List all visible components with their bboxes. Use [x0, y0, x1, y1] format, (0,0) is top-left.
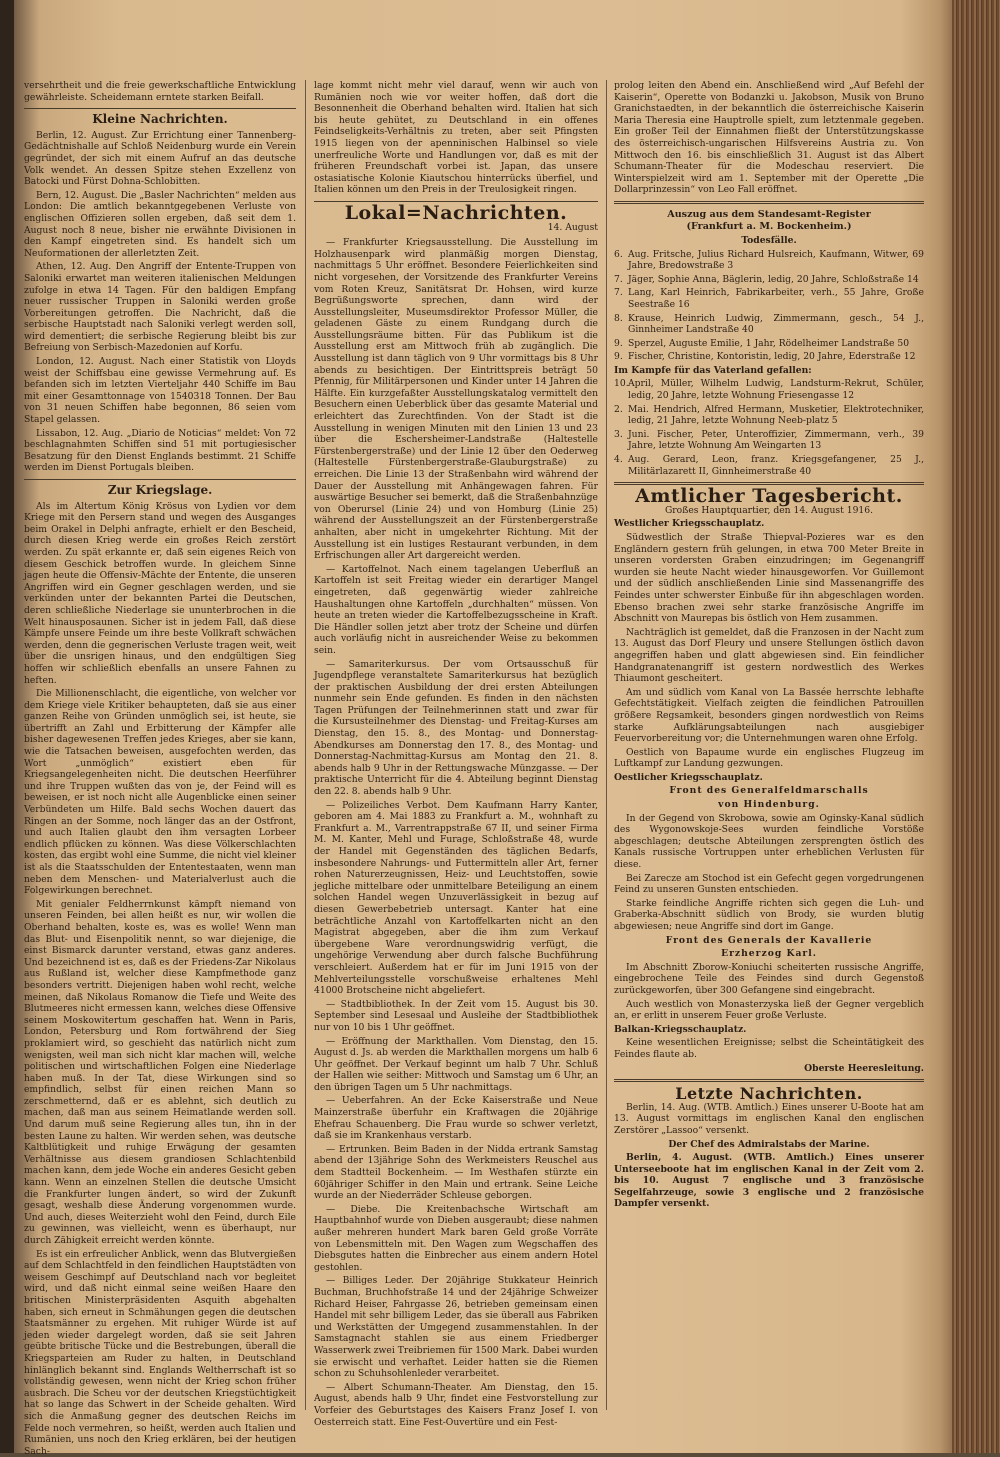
registry-entry: 3. Juni. Fischer, Peter, Unteroffizier, Zimmermann, verh., 39 Jahre, letzte Wohnung Am Weingarten 13: [614, 428, 924, 452]
column-rule: [305, 80, 306, 1410]
hindenburg-front-label: Front des Generalfeldmarschalls: [669, 785, 869, 797]
report-signature: Oberste Heeresleitung.: [804, 1062, 924, 1074]
karl-front-label-2: Erzherzog Karl.: [721, 948, 817, 960]
news-item: Lissabon, 12. Aug. „Diario de Noticias“ meldet: Von 72 beschlagnahmten Schiffen sind 51 mit portugiesischer Besatzung für den Dienst Englands bestimmt. 21 Schiffe werden im Dienst Portugals bleiben.: [24, 427, 296, 474]
registry-subtitle: (Frankfurt a. M. Bockenheim.): [686, 220, 852, 232]
news-item: Athen, 12. Aug. Den Angriff der Entente-Truppen von Saloniki erwartet man weiteren italienischen Meldungen zufolge in etwa 14 Tagen. Für den baldigen Empfang neuer russischer Truppen in Saloniki werden große Vorbereitungen getroffen. Die Nachricht, daß die serbische Hauptstadt nach Saloniki verlegt werden soll, wird dementiert; die serbische Regierung bleibt bis zur Befreiung von Serbisch-Mazedonien auf Korfu.: [24, 261, 296, 354]
local-news-item: — Albert Schumann-Theater. Am Dienstag, den 15. August, abends halb 9 Uhr, findet eine Festvorstellung zur Vorfeier des Geburtstages des Kaisers Franz Josef I. von Oesterreich statt. Eine Fest-Ouvertüre und ein Fest-: [314, 1381, 598, 1428]
article-paragraph: Als im Altertum König Krösus von Lydien vor dem Kriege mit den Persern stand und wegen des Ausganges beim Orakel in Delphi anfragte, erhielt er den Bescheid, durch diesen Krieg werde ein großes Reich zerstört werden. Zu spät erkannte er, daß sein eigenes Reich von diesem Geschick betroffen wurde. In gleichem Sinne jagen heute die Offensiv-Mächte der Entente, die unseren Angriffen wird ein Gegner geschlagen werden, und sie verkünden unter der bekannten Partei die Deutschen, deren schließliche Niederlage sie ununterbrochen in die Welt hinausposaunen. Sicher ist in jedem Fall, daß diese Kämpfe unsere Feinde um ihre beste Vollkraft schwächen werden, denn die gegnerischen Verluste tragen weit, weit über die unsrigen hinaus, und den endgültigen Sieg hoffen wir schließlich ebenfalls an unsere Fahnen zu heften.: [24, 500, 296, 686]
registry-entry: 7. Lang, Karl Heinrich, Fabrikarbeiter, verh., 55 Jahre, Große Seestraße 16: [614, 287, 924, 310]
report-paragraph: Auch westlich von Monasterzyska ließ der Gegner vergeblich an, er erlitt in unserem Feuer große Verluste.: [614, 998, 924, 1022]
local-news-item: — Kartoffelnot. Nach einem tagelangen Ueberfluß an Kartoffeln ist seit Freitag wieder ein derartiger Mangel eingetreten, daß gegenwärtig wieder zahlreiche Haushaltungen ohne Kartoffeln „durchhalten“ müssen. Von heute an treten wieder die Kartoffelbezugsscheine in Kraft. Die Händler sollen jetzt aber trotz der Scheine und dürfen auch vorläufig nicht in ausreichender Weise zu bekommen sein.: [314, 563, 598, 656]
tagesbericht-dateline: Großes Hauptquartier, den 14. August 1916.: [664, 504, 874, 516]
local-news-item: — Stadtbibliothek. In der Zeit vom 15. August bis 30. September sind Lesesaal und Ausleihe der Stadtbibliothek nur von 10 bis 1 Uhr geöffnet.: [314, 998, 598, 1033]
registry-entry: 2. Mai. Hendrich, Alfred Hermann, Musketier, Elektrotechniker, ledig, 21 Jahre, letzte Wohnung Neeb-platz 5: [614, 403, 924, 427]
article-paragraph: prolog leiten den Abend ein. Anschließend wird „Auf Befehl der Kaiserin“, Operette von Bodanzki u. Jakobson, Musik von Bruno Granichstaedten, in der bekanntlich die österreichische Kaiserin Maria Theresia eine Hauptrolle spielt, zum letztenmale gegeben. Ein großer Teil der Einnahmen fließt der Unterstützungskasse des österreichisch-ungarischen Hilfsvereins Austria zu. Von Mittwoch den 16. bis einschließlich 31. August ist das Albert Schumann-Theater für die Modeschau reserviert. Die Winterspielzeit wird am 1. September mit der Operette „Die Dollarprinzessin“ von Leo Fall eröffnet.: [614, 80, 924, 196]
article-paragraph: lage kommt nicht mehr viel darauf, wenn wir auch von Rumänien noch wie vor weiter hoffen, daß dort die Besonnenheit die Oberhand behalten wird. Italien hat sich bis heute gehütet, zu Deutschland in ein offenes Feindseligkeits-Verhältnis zu treten, aber seit Pfingsten 1915 liegen von der apenninischen Halbinsel so viele unerfreuliche Worte und Handlungen vor, daß es mit der früheren Freundschaft vorbei ist. Japan, das unsere ostasiatische Kolonie Kiautschou hinterrücks überfiel, und Italien können um den Preis in der Treulosigkeit ringen.: [314, 80, 598, 196]
karl-front-label: Front des Generals der Kavallerie: [665, 934, 873, 946]
local-news-item: — Diebe. Die Kreitenbachsche Wirtschaft am Hauptbahnhof wurde von Dieben ausgeraubt; diese nahmen außer mehreren hundert Mark baren Geld große Vorräte von Lebensmitteln mit. Den Wagen zum Wegschaffen des Diebsgutes hatten die Einbrecher aus einem andern Hotel gestohlen.: [314, 1203, 598, 1273]
section-heading-tagesbericht: Amtlicher Tagesbericht.: [635, 485, 903, 508]
section-heading-kriegslage: Zur Kriegslage.: [107, 483, 213, 497]
registry-entry: 7. Jäger, Sophie Anna, Bäglerin, ledig, 20 Jahre, Schloßstraße 14: [614, 273, 919, 285]
local-news-item: — Samariterkursus. Der vom Ortsausschuß für Jugendpflege veranstaltete Samariterkursus hat bezüglich der praktischen Ausbildung der drei ersten Abteilungen nunmehr sein Ende gefunden. Es finden in den nächsten Tagen Prüfungen der Teilnehmerinnen statt und zwar für die Kursusteilnehmer des Dienstag- und Freitag-Kurses am Dienstag, den 15. 8., des Montag- und Donnerstag-Abendkurses am Donnerstag den 17. 8., des Montag- und Donnerstag-Nachmittag-Kursus am Montag den 21. 8. abends halb 9 Uhr in der Rettungswache Münzgasse. — Der praktische Unterricht für die 4. Abteilung beginnt Dienstag den 22. 8. abends halb 9 Uhr.: [314, 658, 598, 798]
divider: [24, 479, 296, 480]
report-paragraph: Am und südlich vom Kanal von La Bassée herrschte lebhafte Gefechtstätigkeit. Vielfach zeigten die feindlichen Patrouillen größere Regsamkeit, besonders gingen nordwestlich von Reims starke Aufklärungsabteilungen nach ausgiebiger Feuervorbereitung vor; die Unternehmungen waren ohne Erfolg.: [614, 686, 924, 745]
registry-entry: 8. Krause, Heinrich Ludwig, Zimmermann, gesch., 54 J., Ginnheimer Landstraße 40: [614, 312, 924, 336]
local-news-item: — Ueberfahren. An der Ecke Kaiserstraße und Neue Mainzerstraße überfuhr ein Kraftwagen die 20jährige Ehefrau Schauenberg. Die Frau wurde so schwer verletzt, daß sie im Krankenhaus verstarb.: [314, 1095, 598, 1142]
report-paragraph: Im Abschnitt Zborow-Koniuchi scheiterten russische Angriffe, eingebrochene Teile des Feindes sind durch Gegenstoß zurückgeworfen, über 300 Gefangene sind eingebracht.: [614, 961, 924, 996]
latest-news-item: Berlin, 4. August. (WTB. Amtlich.) Eines unserer Unterseeboote hat im englischen Kanal in der Zeit vom 2. bis 10. August 7 englische und 3 französische Segelfahrzeuge, sowie 3 englische und 2 französische Dampfer versenkt.: [614, 1152, 924, 1210]
article-paragraph: Es ist ein erfreulicher Anblick, wenn das Blutvergießen auf dem Schlachtfeld in den feindlichen Hauptstädten von weisem Geschimpf auf Deutschland nach vor begleitet wird, und daß nicht einmal seine weißen Haare den britischen Ministerpräsidenten Asquith abgehalten haben, sich erneut in Schmähungen gegen die deutschen Staatsmänner zu ergehen. Mit ruhiger Würde ist auf jeden wieder dargelegt worden, daß sie seit Jahren geübte britische Tücke und die Bestrebungen, überall die Kriegsparteien am Ruder zu halten, in Deutschland hinlänglich bekannt sind. Englands Weltherrschaft ist so vollständig gewesen, wenn nicht der Krieg schon früher ausbrach. Die Scheu vor der deutschen Kriegstüchtigkeit hat so lange das Schwert in der Scheide gehalten. Wird sich die Anmaßung gegner des deutschen Reichs im Felde noch vermehren, so heißt, werden auch Italien und Rumänien, uns noch den Krieg erklären, bei der heutigen Sach-: [24, 1248, 296, 1457]
registry-war-list: [614, 378, 924, 477]
section-heading-letzte-nachrichten: Letzte Nachrichten.: [675, 1084, 863, 1104]
local-news-item: — Eröffnung der Markthallen. Vom Dienstag, den 15. August d. Js. ab werden die Markthallen morgens um halb 6 Uhr geöffnet. Der Verkauf beginnt um halb 7 Uhr. Schluß der Hallen wie seither: Mittwoch und Samstag um 6 Uhr, an den übrigen Tagen um 5 Uhr nachmittags.: [314, 1035, 598, 1093]
latest-news-item: Berlin, 14. Aug. (WTB. Amtlich.) Eines unserer U-Boote hat am 13. August vormittags im englischen Kanal den englischen Zerstörer „Lassoo“ versenkt.: [614, 1101, 924, 1136]
newspaper-page: [24, 80, 932, 1457]
section-heading-kleine-nachrichten: Kleine Nachrichten.: [92, 112, 228, 127]
registry-entry: 4. Aug. Gerard, Leon, franz. Kriegsgefangener, 25 J., Militärlazarett II, Ginnheimerstraße 40: [614, 454, 924, 477]
news-item: London, 12. August. Nach einer Statistik von Lloyds weist der Schiffsbau eine gewisse Vermehrung auf. Es befanden sich im letzten Vierteljahr 440 Schiffe im Bau mit einer Gesamttonnage von 1540318 Tonnen. Der Bau von 31 neuen Schiffen habe begonnen, 86 seien vom Stapel gelassen.: [24, 356, 296, 426]
hindenburg-front-label-2: von Hindenburg.: [718, 799, 820, 811]
local-news-item: — Frankfurter Kriegsausstellung. Die Ausstellung im Holzhausenpark wird planmäßig morgen Dienstag, nachmittags 5 Uhr eröffnet. Besondere Feierlichkeiten sind nicht vorgesehen, der Vorsitzende des Frankfurter Vereins vom Roten Kreuz, Sanitätsrat Dr. Hohsen, wird kurze Begrüßungsworte sprechen, dann wird der Ausstellungsleiter, Museumsdirektor Professor Müller, die geladenen Gäste zu einem Rundgang durch die Ausstellungsräume bitten. Für das Publikum ist die Ausstellung erst am Mittwoch früh ab zugänglich. Die Ausstellung ist dann täglich von 9 Uhr vormittags bis 8 Uhr abends zu besichtigen. Der Eintrittspreis beträgt 50 Pfennig, für Militärpersonen und Kinder unter 14 Jahren die Hälfte. Ein kurzgefaßter Ausstellungskatalog vermittelt den Besuchern einen Ueberblick über das gesamte Material und erleichtert das Zurechtfinden. Von der Stadt ist die Ausstellung in wenigen Minuten mit den Linien 13 und 23 über die Eschersheimer-Landstraße (Haltestelle Fürstenbergerstraße) und der Linie 12 über den Oederweg (Haltestelle Fürstenbergerstraße-Glauburgstraße) zu erreichen. Die Linie 13 der Straßenbahn wird während der Dauer der Ausstellung mit Anhängewagen fahren. Für auswärtige Besucher sei bemerkt, daß die Straßenbahnzüge von Oberursel (Linie 24) und von Homburg (Linie 25) während der Ausstellungszeit an der Fürstenbergerstraße anhalten, aber nicht in umgekehrter Richtung. Mit der Ausstellung ist ein lustiges Restaurant verbunden, in dem Erfrischungen aller Art dargereicht werden.: [314, 237, 598, 562]
registry-list: [614, 249, 924, 363]
news-item: Berlin, 12. August. Zur Errichtung einer Tannenberg-Gedächtnishalle auf Schloß Neidenburg wurde ein Verein gegründet, der sich mit einem Aufruf an das deutsche Volk wendet. An dessen Spitze stehen Exzellenz von Batocki und Fürst Dohna-Schlobitten.: [24, 129, 296, 188]
article-paragraph: versehrtheit und die freie gewerkschaftliche Entwicklung gewährleiste. Scheidemann erntete starken Beifall.: [24, 80, 296, 103]
registry-title: Auszug aus dem Standesamt-Register: [667, 208, 871, 220]
divider: [614, 201, 924, 204]
binding-gutter: [0, 0, 14, 1453]
registry-entry: 9. Fischer, Christine, Kontoristin, ledig, 20 Jahre, Ederstraße 12: [614, 351, 916, 363]
article-paragraph: Die Millionenschlacht, die eigentliche, von welcher vor dem Kriege viele Kritiker behaupteten, daß sie aus einer ganzen Reihe von Gründen unmöglich sei, ist heute, sie übertrifft an Zahl und Erbitterung der Kämpfer alle bisher dagewesenen Treffen jedes Krieges, aber sie kann, wie die Tatsachen beweisen, ausgefochten werden, das Wort „unmöglich“ existiert eben für Kriegsangelegenheiten nicht. Die deutschen Heerführer und ihre Truppen wußten das von je, der Feind will es beweisen, er ist noch nicht alle Augenblicke einen seiner Verbündeten um Hilfe. Bald sechs Wochen dauert das Ringen an der Somme, noch länger das an der Ostfront, und auch Italien glaubt den ihm versagten Lorbeer endlich pflücken zu können. Was diese Völkerschlachten kosten, das ergibt wohl eine Summe, die nicht viel kleiner ist als die Staatsschulden der Ententestaaten, wenn man neben dem Menschen- und Materialverlust auch die Folgewirkungen berechnet.: [24, 688, 296, 897]
registry-war-label: Im Kampfe für das Vaterland gefallen:: [614, 364, 812, 376]
dateline: 14. August: [547, 221, 598, 233]
latest-news-signature: Der Chef des Admiralstabs der Marine.: [668, 1138, 870, 1150]
registry-entry: 10. April, Müller, Wilhelm Ludwig, Landsturm-Rekrut, Schüler, ledig, 20 Jahre, letzte Wohnung Friesengasse 12: [614, 378, 924, 402]
local-news-item: — Ertrunken. Beim Baden in der Nidda ertrank Samstag abend der 13jährige Sohn des Werkmeisters Reuschel aus dem Stadtteil Bockenheim. — Im Westhafen stürzte ein 60jähriger Schiffer in den Main und ertrank. Seine Leiche wurde an der Niederräder Schleuse geborgen.: [314, 1143, 598, 1202]
report-paragraph: Starke feindliche Angriffe richten sich gegen die Luh- und Graberka-Abschnitt südlich von Brody, sie wurden blutig abgewiesen; neue Angriffe sind dort im Gange.: [614, 897, 924, 932]
east-front-label: Oestlicher Kriegsschauplatz.: [614, 771, 763, 783]
article-paragraph: Mit genialer Feldherrnkunst kämpft niemand von unseren Feinden, bei allen heißt es nur, wir wollen die Oberhand behalten, koste es, was es wolle! Wenn man das Blut- und Eisenpolitik nennt, so war diejenige, die einst Bismarck darunter verstand, etwas ganz anderes. Und bezeichnend ist es, daß es der Friedens-Zar Nikolaus aus Rußland ist, welcher diese Kampfmethode ganz besonders vertritt. Diejenigen haben wohl recht, welche meinen, daß Nikolaus Romanow die Tiefe und Weite des Blutmeeres nicht ermessen kann, welches diese Offensive seinem Moskowitertum geschaffen hat. Wenn in Paris, London, Petersburg und Rom fortwährend der Sieg proklamiert wird, so geschieht das natürlich nicht zum wenigsten, weil man sich nicht klar machen will, welche politischen und wirtschaftlichen Folgen eine Niederlage haben muß. In der Tat, diese Wirkungen sind so empfindlich, selbst für einen reichen Mann so zerschmetternd, daß er es ablehnt, sich deutlich zu machen, daß man aus seinem Heimatlande werden soll. Und darum muß seine Regierung alles tun, ihn in der besten Laune zu halten. Wir werden sehen, was deutsche Kaltblütigkeit und ruhige Erwägung der gesamten Verhältnisse aus diesem grandiosen Schlachtenbild machen kann, dem jede Woche ein anderes Gesicht geben kann. Wenn an einzelnen Stellen die deutsche Umsicht die Frankfurter lungen ändert, so wird der Zukunft gesagt, weshalb diese Änderung vorgenommen wurde. Und auch, dieses Weiterzieht wohl den Feind, durch Eile zu gewinnen, was vielleicht, wenn es überhaupt, nur durch Zähigkeit erreicht werden könnte.: [24, 898, 296, 1246]
section-heading-lokal-nachrichten: Lokal=Nachrichten.: [344, 201, 568, 224]
col1-top: [24, 80, 296, 103]
column-left: [24, 80, 296, 1457]
report-paragraph: Bei Zarecze am Stochod ist ein Gefecht gegen vorgedrungenen Feind zu unseren Gunsten entschieden.: [614, 872, 924, 896]
registry-entry: 6. Aug. Fritsche, Julius Richard Hulsreich, Kaufmann, Witwer, 69 Jahre, Bredowstraße 3: [614, 248, 924, 272]
local-news-item: — Polizeiliches Verbot. Dem Kaufmann Harry Kanter, geboren am 4. Mai 1883 zu Frankfurt a. M., wohnhaft zu Frankfurt a. M., Varrentrappstraße 67 II, und seiner Firma M. M. Kanter, Mehl und Furage, Schloßstraße 48, wurde der Handel mit Gegenständen des täglichen Bedarfs, insbesondere Nahrungs- und Futtermitteln aller Art, ferner rohen Naturerzeugnissen, Heiz- und Leuchtstoffen, sowie jegliche mittelbare oder unmittelbare Beteiligung an einem solchen Handel wegen Unzuverlässigkeit in bezug auf diesen Gewerbebetrieb untersagt. Kanter hat eine beträchtliche Anzahl von Kartoffelkarten nicht an den Magistrat abgegeben, aber die ihm zum Verkauf übergebene Ware verordnungswidrig verfügt, die ungehörige Verwendung aber durch falsche Buchführung verschleiert. Außerdem hat er für im Juni 1915 von der Mehlverteilungsstelle vorschußweise erhaltenes Mehl 41000 Brotscheine nicht abgeliefert.: [314, 799, 598, 997]
report-paragraph: Keine wesentlichen Ereignisse; selbst die Scheintätigkeit des Feindes flaute ab.: [614, 1037, 924, 1060]
divider: [24, 108, 296, 109]
west-front-label: Westlicher Kriegsschauplatz.: [614, 518, 765, 530]
registry-entry: 9. Sperzel, Auguste Emilie, 1 Jahr, Rödelheimer Landstraße 50: [614, 337, 910, 349]
report-paragraph: Oestlich von Bapaume wurde ein englisches Flugzeug im Luftkampf zur Landung gezwungen.: [614, 746, 924, 770]
balkan-front-label: Balkan-Kriegsschauplatz.: [614, 1023, 747, 1035]
column-rule: [606, 80, 607, 1410]
registry-deaths-label: Todesfälle.: [741, 234, 797, 246]
local-news-item: — Billiges Leder. Der 20jährige Stukkateur Heinrich Buchman, Bruchhofstraße 14 und der 24jährige Schweizer Richard Heiser, Fahrgasse 26, betrieben gemeinsam einen Handel mit sehr billigem Leder, das sie überall aus Fabriken und Werkstätten der Umgegend zusammenstahlen. In der Samstagnacht stahlen sie aus einem Friedberger Wasserwerk zwei Treibriemen für 1500 Mark. Dabei wurden sie erwischt und verhaftet. Leider hatten sie die Riemen schon zu Schuhsohlenleder verarbeitet.: [314, 1275, 598, 1380]
news-item: Bern, 12. August. Die „Basler Nachrichten“ melden aus London: Die amtlich bekanntgegebenen Verluste von englischen Offizieren sollen ergeben, daß seit dem 1. August noch 8 neue, bisher nie erwähnte Divisionen in den Kampf eingetreten sind. Es handelt sich um Neuformationen der allerletzten Zeit.: [24, 189, 296, 259]
column-middle: [314, 80, 598, 1428]
divider: [614, 1079, 924, 1082]
report-paragraph: Nachträglich ist gemeldet, daß die Franzosen in der Nacht zum 13. August das Dorf Fleury und unsere Stellungen östlich davon angegriffen haben und glatt abgewiesen sind. Ein feindlicher Handgranatenangriff ist gestern nordwestlich des Werkes Thiaumont gescheitert.: [614, 626, 924, 685]
report-paragraph: In der Gegend von Skrobowa, sowie am Oginsky-Kanal südlich des Wygonowskoje-Sees wurden feindliche Vorstöße abgeschlagen; deutsche Abteilungen zersprengten östlich des Kanals russische Vortruppen unter erheblichen Verlusten für diese.: [614, 812, 924, 871]
book-edge: [952, 0, 1000, 1453]
column-right: [614, 80, 924, 1420]
report-paragraph: Südwestlich der Straße Thiepval-Pozieres war es den Engländern gestern früh gelungen, in etwa 700 Meter Breite in unseren vordersten Graben einzudringen; im Gegenangriff wurden sie heute Nacht wieder hinausgeworfen. Vor Guillemont und der südlich anschließenden Linie sind Massenangriffe des Feindes unter schwerster Einbuße für ihn abgeschlagen worden. Ebenso brachen zwei sehr starke französische Angriffe im Abschnitt von Maurepas bis östlich von Hem zusammen.: [614, 532, 924, 625]
